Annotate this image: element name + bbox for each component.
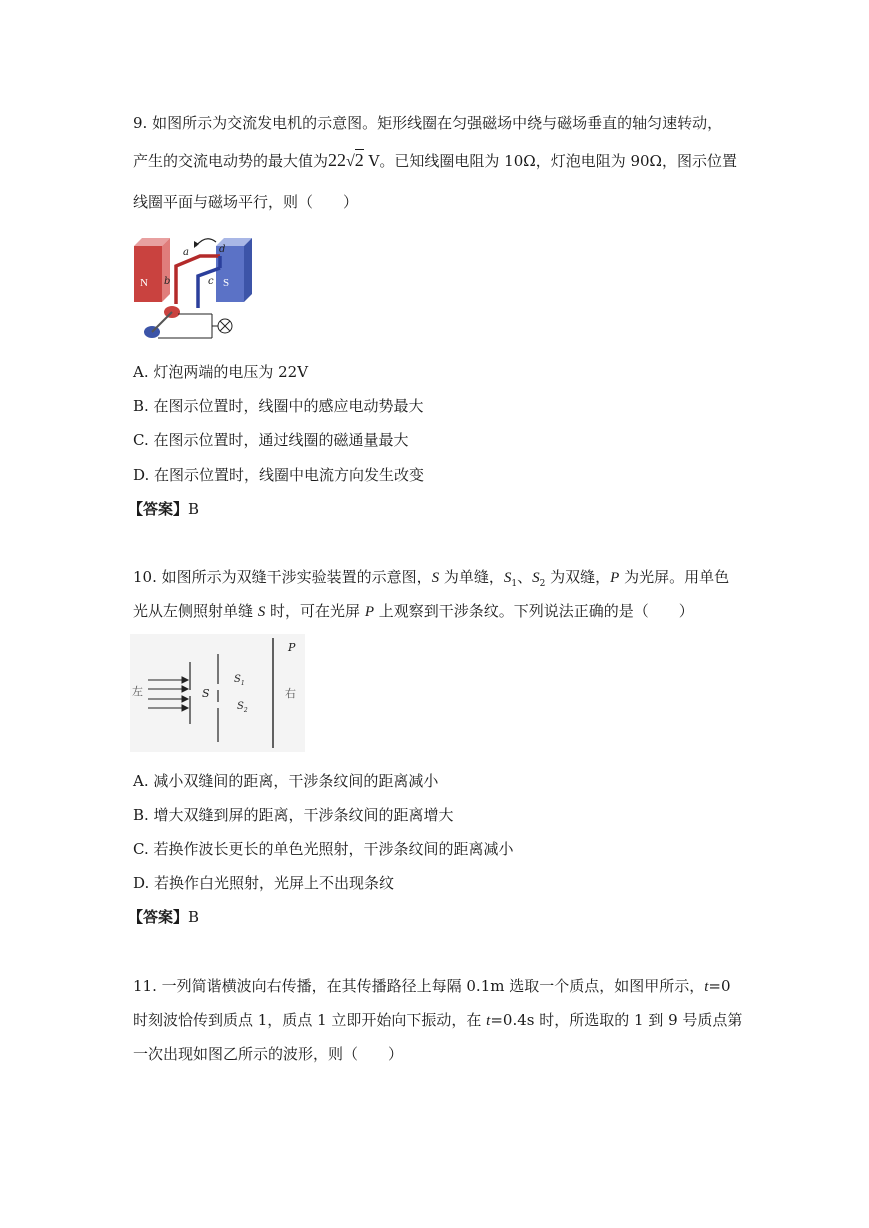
q11-line-3: 一次出现如图乙所示的波形，则（ ） [133,1045,404,1063]
q11-line-2: 时刻波恰传到质点 1，质点 1 立即开始向下振动，在 t=0.4s 时，所选取的 1 到 9 号质点第 [133,1011,743,1029]
q10-option-b: B. 增大双缝到屏的距离，干涉条纹间的距离增大 [133,806,454,824]
q10-line-2: 光从左侧照射单缝 S 时，可在光屏 P 上观察到干涉条纹。下列说法正确的是（ ） [133,602,694,620]
q10-answer: 【答案】B [128,908,200,926]
s-pole-label: S [223,277,230,289]
slit-s2-label: $S_2$ [237,701,248,714]
single-slit-label: S [202,687,210,700]
q9-line-2-suffix: V。已知线圈电阻为 10Ω，灯泡电阻为 90Ω，图示位置 [363,152,737,170]
q9-line-2-prefix: 产生的交流电动势的最大值为 [133,152,329,170]
emf-max-value: 22√2 [328,150,364,170]
generator-diagram [128,228,258,346]
q9-option-c: C. 在图示位置时，通过线圈的磁通量最大 [133,431,409,449]
q11-line-1: 11. 一列简谐横波向右传播，在其传播路径上每隔 0.1m 选取一个质点，如图甲所示，t=0 [133,977,731,995]
q9-line-1: 9. 如图所示为交流发电机的示意图。矩形线圈在匀强磁场中绕与磁场垂直的轴匀速转动， [133,114,723,132]
screen-p-label: P [288,641,296,654]
q9-line-2 [133,150,737,172]
coil-label-a: a [183,247,189,258]
q10-option-d: D. 若换作白光照射，光屏上不出现条纹 [133,874,395,892]
n-pole-label: N [140,277,148,289]
q9-option-a: A. 灯泡两端的电压为 22V [133,363,309,381]
q10-option-c: C. 若换作波长更长的单色光照射，干涉条纹间的距离减小 [133,840,514,858]
coil-label-b: b [164,276,171,287]
q9-option-d: D. 在图示位置时，线圈中电流方向发生改变 [133,466,425,484]
q9-option-b: B. 在图示位置时，线圈中的感应电动势最大 [133,397,424,415]
left-side-label: 左 [132,686,143,698]
q10-line-1: 10. 如图所示为双缝干涉实验装置的示意图，S 为单缝，$S_1$、$S_2$ 为双缝，P 为光屏。用单色 [133,568,730,589]
coil-label-d: d [219,244,226,255]
slit-s1-label: $S_1$ [234,674,245,687]
double-slit-diagram [130,634,305,752]
q10-option-a: A. 减小双缝间的距离，干涉条纹间的距离减小 [133,772,439,790]
right-side-label: 右 [285,688,296,700]
q9-line-3: 线圈平面与磁场平行，则（ ） [133,193,359,211]
q9-answer: 【答案】B [128,500,200,518]
coil-label-c: c [208,276,214,287]
